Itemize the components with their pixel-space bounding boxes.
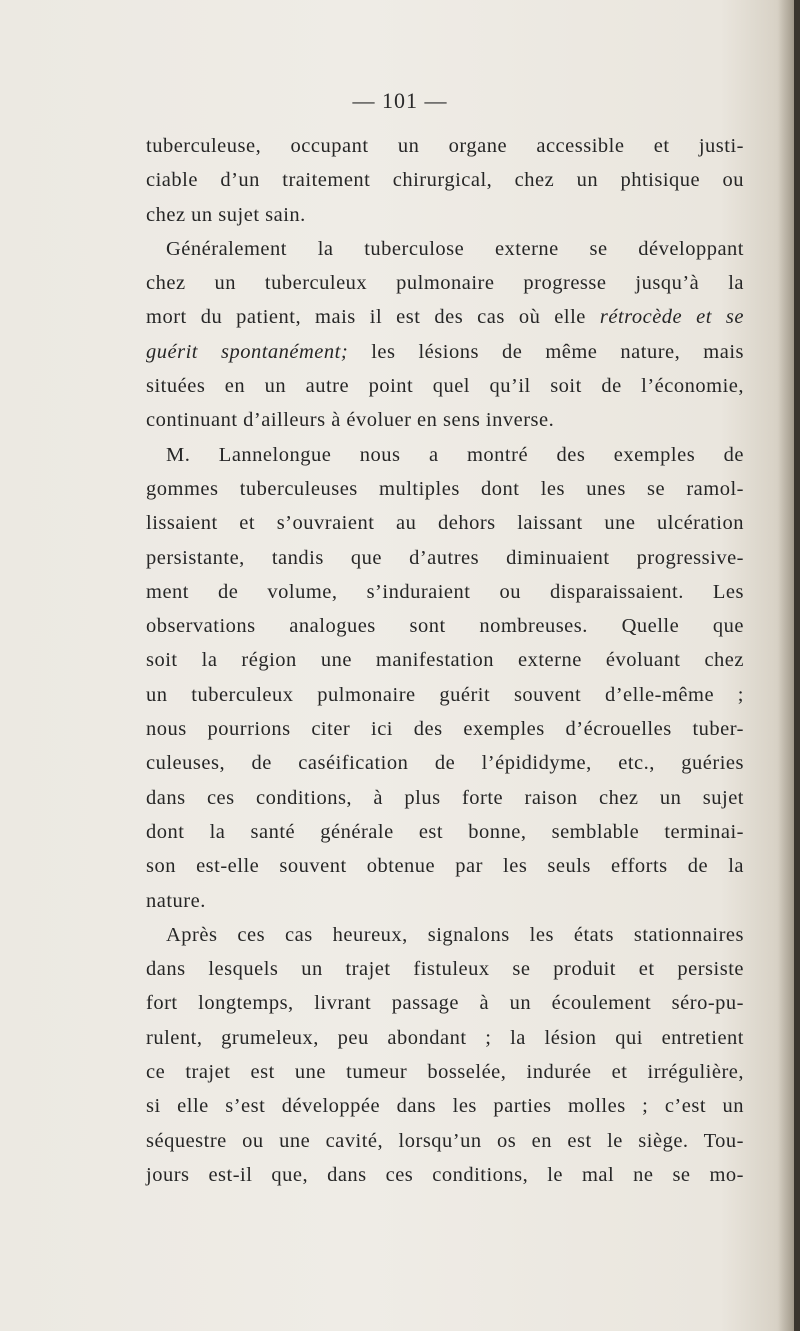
text-line: Généralement la tuberculose externe se développant [166,237,744,260]
italic-emphasis: guérit spontanément; [146,340,349,363]
page-number: — 101 — [352,88,448,113]
text-line: persistante, tandis que d’autres diminuaient progressive- [146,546,744,569]
text-line: dans ces conditions, à plus forte raison chez un sujet [146,786,744,809]
text-segment: les lésions de même nature, mais [348,340,744,363]
text-line: jours est-il que, dans ces conditions, le mal ne se mo- [146,1163,744,1186]
text-line: chez un tuberculeux pulmonaire progresse jusqu’à la [146,272,744,295]
page-edge [794,0,800,1331]
text-line: nature. [146,889,206,912]
text-line: soit la région une manifestation externe évoluant chez [146,649,744,672]
text-line: chez un sujet sain. [146,203,306,226]
text-line: M. Lannelongue nous a montré des exemples de [166,443,744,466]
text-line [146,335,744,369]
text-line: observations analogues sont nombreuses. Quelle que [146,615,744,638]
text-line: lissaient et s’ouvraient au dehors laissant une ulcération [146,512,744,535]
text-line: tuberculeuse, occupant un organe accessible et justi- [146,135,744,157]
text-line: nous pourrions citer ici des exemples d’écrouelles tuber- [146,718,744,741]
text-line: culeuses, de caséification de l’épididyme, etc., guéries [146,752,744,775]
text-line: situées en un autre point quel qu’il soit de l’économie, [146,375,744,398]
text-line: dont la santé générale est bonne, semblable terminai- [146,820,744,843]
text-line: ment de volume, s’induraient ou disparaissaient. Les [146,580,744,603]
text-line [146,300,744,334]
text-line: gommes tuberculeuses multiples dont les unes se ramol- [146,477,744,500]
text-line: ce trajet est une tumeur bosselée, indurée et irrégulière, [146,1061,744,1084]
text-line: dans lesquels un trajet fistuleux se produit et persiste [146,958,744,981]
text-line: rulent, grumeleux, peu abondant ; la lésion qui entretient [146,1026,744,1049]
text-line: un tuberculeux pulmonaire guérit souvent d’elle-même ; [146,683,744,706]
text-line: ciable d’un traitement chirurgical, chez un phtisique ou [146,169,744,192]
text-line: continuant d’ailleurs à évoluer en sens inverse. [146,409,555,432]
text-line: Après ces cas heureux, signalons les états stationnaires [166,923,744,946]
text-line: séquestre ou une cavité, lorsqu’un os en est le siège. Tou- [146,1129,744,1152]
text-line: fort longtemps, livrant passage à un écoulement séro-pu- [146,992,744,1015]
italic-emphasis: rétrocède et se [599,306,744,329]
text-segment: mort du patient, mais il est des cas où elle [146,306,600,329]
text-line: son est-elle souvent obtenue par les seuls efforts de la [146,855,744,878]
text-line: si elle s’est développée dans les parties molles ; c’est un [146,1095,744,1118]
body-text [146,129,744,1192]
